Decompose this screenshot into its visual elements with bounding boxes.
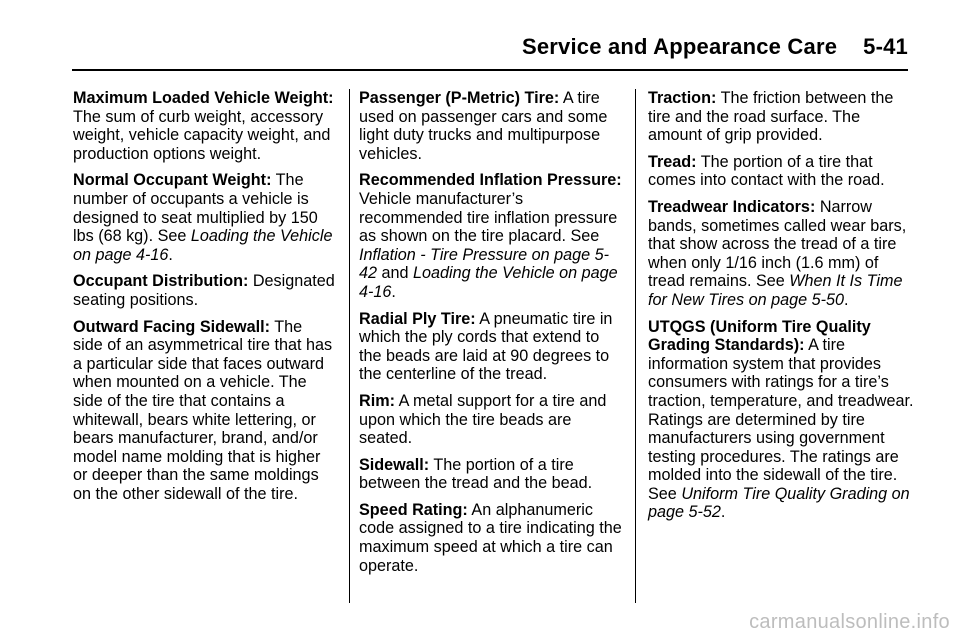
glossary-entry: [648, 198, 914, 310]
glossary-term: Tread:: [648, 152, 697, 171]
punctuation: .: [720, 503, 726, 522]
glossary-term: Treadwear Indicators:: [648, 197, 816, 216]
glossary-entry: [359, 171, 625, 301]
glossary-term: Outward Facing Sidewall:: [73, 317, 270, 336]
cross-reference: Loading the Vehicle on page 4-16: [73, 227, 333, 264]
column-3: [648, 89, 914, 530]
glossary-definition: The friction between the tire and the road surface. The amount of grip provided.: [648, 89, 894, 145]
header-rule: [72, 69, 908, 71]
column-1: [73, 89, 335, 511]
glossary-definition: Designated seating positions.: [73, 272, 335, 309]
site-watermark: carmanualsonline.info: [749, 611, 950, 633]
cross-reference: Inflation - Tire Pressure on page 5-42: [359, 245, 609, 283]
glossary-definition: A tire used on passenger cars and some light duty trucks and multipurpose vehicles.: [359, 89, 608, 163]
cross-reference: Loading the Vehicle on page 4-16: [359, 264, 618, 301]
glossary-entry: [359, 456, 625, 493]
glossary-term: Radial Ply Tire:: [359, 309, 476, 328]
page-number: 5-41: [863, 34, 908, 59]
glossary-definition: An alphanumeric code assigned to a tire indicating the maximum speed at which a tire can operate.: [359, 500, 622, 575]
glossary-term: Maximum Loaded Vehicle Weight:: [73, 89, 334, 107]
glossary-entry: [73, 89, 335, 163]
glossary-entry: [73, 318, 335, 504]
glossary-term: Sidewall:: [359, 455, 430, 474]
column-divider: [635, 89, 636, 603]
glossary-entry: [648, 89, 914, 145]
glossary-entry: [359, 501, 625, 575]
glossary-term: Traction:: [648, 89, 717, 107]
glossary-entry: [73, 171, 335, 264]
punctuation: .: [844, 290, 849, 309]
glossary-definition: The sum of curb weight, accessory weight, vehicle capacity weight, and production options weight.: [73, 107, 331, 163]
cross-reference: When It Is Time for New Tires on page 5-50: [648, 272, 903, 309]
glossary-term: Speed Rating:: [359, 500, 468, 519]
glossary-term: Occupant Distribution:: [73, 272, 249, 291]
glossary-entry: [73, 272, 335, 309]
glossary-definition: A metal support for a tire and upon which the tire beads are seated.: [359, 391, 607, 448]
glossary-definition: The number of occupants a vehicle is designed to seat multiplied by 150 lbs (68 kg). See: [73, 171, 318, 246]
glossary-term: Rim:: [359, 391, 395, 410]
connector-text: and: [377, 264, 414, 283]
glossary-definition: Vehicle manufacturer’s recommended tire inflation pressure as shown on the tire placard. See: [359, 189, 618, 246]
glossary-definition: Narrow bands, sometimes called wear bars, that show across the tread of a tire when only 1/16 inch (1.6 mm) of tread remains. See: [648, 197, 907, 291]
glossary-definition: The portion of a tire that comes into contact with the road.: [648, 152, 885, 190]
column-divider: [349, 89, 350, 603]
punctuation: .: [168, 245, 173, 264]
glossary-entry: [359, 392, 625, 448]
glossary-definition: The portion of a tire between the tread and the bead.: [359, 455, 593, 493]
glossary-entry: [648, 153, 914, 190]
page-title: Service and Appearance Care: [521, 34, 838, 59]
glossary-definition: A pneumatic tire in which the ply cords that extend to the beads are laid at 90 degrees to the centerline of the tread.: [359, 309, 613, 384]
glossary-term: Recommended Inflation Pressure:: [359, 171, 622, 190]
column-2: [359, 89, 625, 583]
glossary-definition: The side of an asymmetrical tire that has a particular side that faces outward when mounted on a vehicle. The side of the tire that contains a whitewall, bears white lettering, or bears manufacturer, brand, and/or model name molding that is higher or deeper than the same moldings on the other sidewall of the tire.: [73, 317, 333, 503]
glossary-entry: [648, 318, 914, 523]
cross-reference: Uniform Tire Quality Grading on page 5-52: [648, 484, 910, 522]
glossary-definition: A tire information system that provides consumers with ratings for a tire’s traction, temperature, and treadwear. Ratings are determined by tire manufacturers using government testing procedures. The ratings are molded into the sidewall of the tire. See: [648, 336, 914, 503]
glossary-entry: [359, 89, 625, 163]
glossary-term: UTQGS (Uniform Tire Quality Grading Standards):: [648, 317, 871, 355]
glossary-term: Normal Occupant Weight:: [73, 171, 272, 190]
page-header: [522, 34, 908, 60]
punctuation: .: [391, 282, 396, 301]
glossary-entry: [359, 310, 625, 384]
glossary-term: Passenger (P-Metric) Tire:: [359, 89, 560, 107]
glossary-columns: [73, 89, 915, 609]
